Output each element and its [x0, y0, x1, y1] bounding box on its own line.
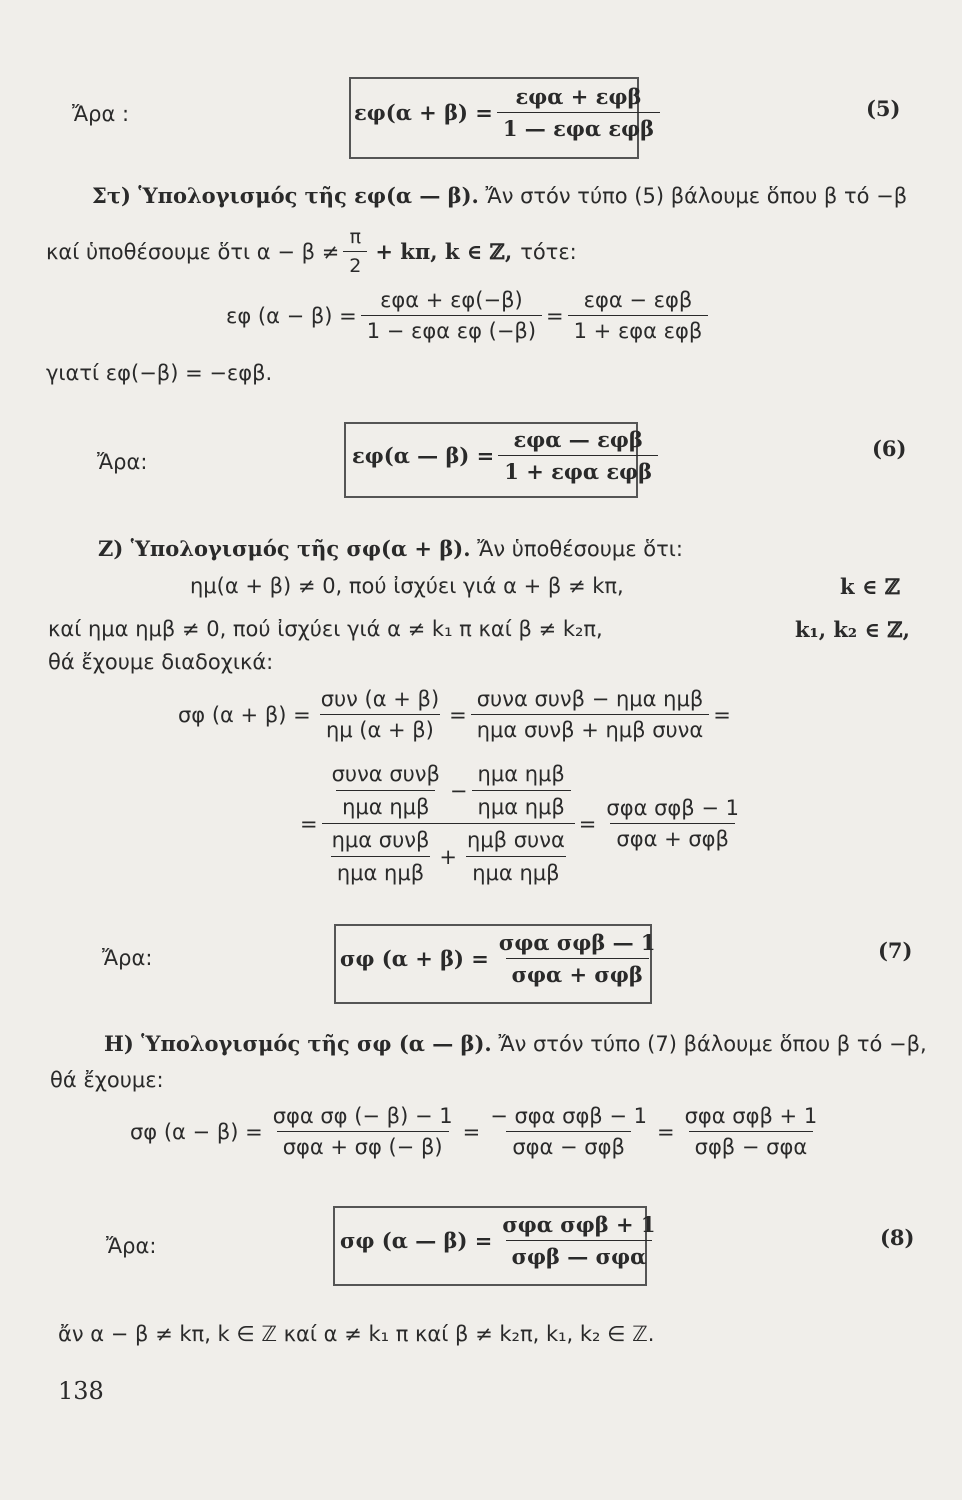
pi-over-2-den: 2 — [343, 251, 367, 277]
section-z-eq2-compound-num — [322, 762, 575, 823]
section-st-line1 — [92, 185, 907, 207]
formula8-denominator: σφβ — σφα — [506, 1240, 653, 1269]
section-z-eq2-frac-b — [472, 762, 571, 819]
section-h-line1 — [104, 1033, 927, 1055]
section-z-eq1 — [178, 687, 731, 742]
formula7-lhs: σφ (α + β) = — [340, 946, 489, 971]
section-h-text2: θά ἔχουμε: — [50, 1068, 164, 1092]
pi-over-2-fraction — [343, 226, 367, 277]
section-z-eq2-result-num: σφα σφβ − 1 — [606, 796, 739, 820]
section-z-eq2-minus: − — [449, 778, 468, 803]
section-h-frac1 — [267, 1104, 459, 1159]
section-z-eq2-equals: = — [578, 811, 597, 836]
section-st-eq-frac2 — [568, 288, 709, 343]
section-st-text2c: τότε: — [520, 239, 577, 264]
formula5-denominator: 1 — εφα εφβ — [497, 112, 660, 141]
final-condition: ἄν α − β ≠ kπ, k ∈ ℤ καί α ≠ k₁ π καί β ≠ k₂π, k₁, k₂ ∈ ℤ. — [58, 1322, 655, 1346]
section-z-eq2-frac-c — [326, 828, 436, 885]
pi-over-2-num: π — [349, 226, 362, 248]
section-h-frac2-num: − σφα σφβ − 1 — [490, 1104, 648, 1128]
section-z-eq1-equals2: = — [713, 702, 731, 727]
formula6-label: (6) — [872, 436, 907, 461]
section-h-heading: Η) Ὑπολογισμός τῆς σφ (α — β). — [104, 1031, 492, 1056]
section-z-eq2-frac-a — [326, 762, 446, 819]
section-z-eq1-frac2-num: συνα συνβ − ημα ημβ — [476, 687, 704, 711]
formula5-fraction — [497, 84, 660, 141]
section-st-eq-frac2-num: εφα − εφβ — [583, 288, 693, 312]
section-st-eq-frac2-den: 1 + εφα εφβ — [568, 315, 709, 343]
section-st-eq-equals: = — [546, 303, 564, 328]
section-h-eq-equals1: = — [462, 1119, 481, 1144]
formula8-label: (8) — [880, 1225, 915, 1250]
formula5-equation — [354, 84, 664, 141]
section-z-eq2-frac-d-num: ημβ συνα — [467, 828, 565, 852]
formula5-prefix: Ἄρα : — [72, 102, 130, 126]
section-z-eq1-equals1: = — [449, 702, 467, 727]
formula5-numerator: εφα + εφβ — [515, 84, 642, 109]
section-h-eq-lhs: σφ (α − β) = — [130, 1119, 263, 1144]
formula7-denominator: σφα + σφβ — [506, 958, 649, 987]
formula8-equation — [340, 1212, 666, 1269]
section-h-frac1-num: σφα σφ (− β) − 1 — [272, 1104, 453, 1128]
section-z-heading: Ζ) Ὑπολογισμός τῆς σφ(α + β). — [98, 536, 471, 561]
section-z-cond2-right: k₁, k₂ ∈ ℤ, — [795, 617, 910, 642]
section-z-eq2-equals-lead: = — [300, 811, 318, 836]
section-z-eq1-frac2 — [471, 687, 710, 742]
formula7-label: (7) — [878, 938, 913, 963]
section-z-cond2: καί ημα ημβ ≠ 0, πού ἰσχύει γιά α ≠ k₁ π καί β ≠ k₂π, — [48, 617, 603, 641]
section-z-eq2-compound-den — [322, 823, 575, 885]
section-h-frac2 — [484, 1104, 653, 1159]
section-z-eq2 — [300, 762, 749, 885]
section-z-eq2-frac-b-den: ημα ημβ — [472, 790, 571, 819]
formula8-prefix: Ἄρα: — [106, 1234, 157, 1258]
section-z-line1 — [98, 538, 683, 560]
section-h-frac3-num: σφα σφβ + 1 — [684, 1104, 818, 1128]
section-z-text1: Ἄν ὑποθέσουμε ὅτι: — [477, 537, 683, 561]
section-z-cond1-right: k ∈ ℤ — [840, 574, 901, 599]
section-st-equation — [226, 288, 712, 343]
section-z-eq2-frac-d-den: ημα ημβ — [466, 856, 565, 885]
section-st-text2a: καί ὑποθέσουμε ὅτι α − β ≠ — [46, 239, 340, 264]
section-z-eq1-frac1 — [315, 687, 445, 742]
section-z-cond1: ημ(α + β) ≠ 0, πού ἰσχύει γιά α + β ≠ kπ, — [190, 574, 624, 598]
formula7-numerator: σφα σφβ — 1 — [498, 930, 656, 955]
section-h-frac1-den: σφα + σφ (− β) — [277, 1131, 449, 1159]
section-z-eq2-frac-a-num: συνα συνβ — [331, 762, 440, 786]
formula6-fraction — [498, 427, 658, 484]
section-h-eq-equals2: = — [657, 1119, 675, 1144]
section-z-eq2-frac-d — [461, 828, 571, 885]
section-z-eq2-result-den: σφα + σφβ — [610, 823, 735, 851]
section-st-eq-frac1-num: εφα + εφ(−β) — [380, 288, 523, 312]
formula5-label: (5) — [866, 96, 901, 121]
section-z-eq2-frac-a-den: ημα ημβ — [336, 790, 435, 819]
section-z-eq2-frac-b-num: ημα ημβ — [477, 762, 565, 786]
section-z-eq2-frac-c-den: ημα ημβ — [331, 856, 430, 885]
formula7-fraction — [493, 930, 662, 987]
formula8-lhs: σφ (α — β) = — [340, 1228, 493, 1253]
section-h-frac2-den: σφα − σφβ — [506, 1131, 631, 1159]
section-z-eq1-frac1-num: συν (α + β) — [320, 687, 440, 711]
section-st-eq-frac1-den: 1 − εφα εφ (−β) — [361, 315, 542, 343]
formula6-lhs: εφ(α — β) = — [352, 443, 495, 468]
section-z-eq2-result — [600, 796, 745, 851]
formula7-equation — [340, 930, 666, 987]
formula6-numerator: εφα — εφβ — [513, 427, 643, 452]
formula6-equation — [352, 427, 662, 484]
section-z-eq1-lhs: σφ (α + β) = — [178, 702, 311, 727]
section-z-eq2-frac-c-num: ημα συνβ — [331, 828, 430, 852]
formula6-prefix: Ἄρα: — [97, 450, 148, 474]
section-h-text1: Ἄν στόν τύπο (7) βάλουμε ὅπου β τό −β, — [498, 1032, 927, 1056]
section-st-text2b: + kπ, k ∈ ℤ, — [375, 239, 513, 264]
section-st-line2 — [46, 226, 577, 277]
formula6-denominator: 1 + εφα εφβ — [498, 455, 658, 484]
section-h-equation — [130, 1104, 827, 1159]
page-number: 138 — [58, 1377, 104, 1405]
section-st-text1: Ἄν στόν τύπο (5) βάλουμε ὅπου β τό −β — [485, 184, 908, 208]
formula7-prefix: Ἄρα: — [102, 946, 153, 970]
section-z-eq1-frac2-den: ημα συνβ + ημβ συνα — [471, 714, 710, 742]
section-z-text2: θά ἔχουμε διαδοχικά: — [48, 650, 274, 674]
section-z-eq1-frac1-den: ημ (α + β) — [320, 714, 440, 742]
section-st-eq-frac1 — [361, 288, 542, 343]
section-st-eq-lhs: εφ (α − β) = — [226, 303, 357, 328]
formula5-lhs: εφ(α + β) = — [354, 100, 493, 125]
section-z-eq2-plus: + — [439, 844, 457, 869]
formula8-fraction — [496, 1212, 661, 1269]
section-st-because: γιατί εφ(−β) = −εφβ. — [46, 361, 273, 385]
section-h-frac3-den: σφβ − σφα — [689, 1131, 814, 1159]
formula8-numerator: σφα σφβ + 1 — [502, 1212, 656, 1237]
section-h-frac3 — [679, 1104, 824, 1159]
section-z-eq2-compound-fraction — [322, 762, 575, 885]
section-st-heading: Στ) Ὑπολογισμός τῆς εφ(α — β). — [92, 183, 479, 208]
